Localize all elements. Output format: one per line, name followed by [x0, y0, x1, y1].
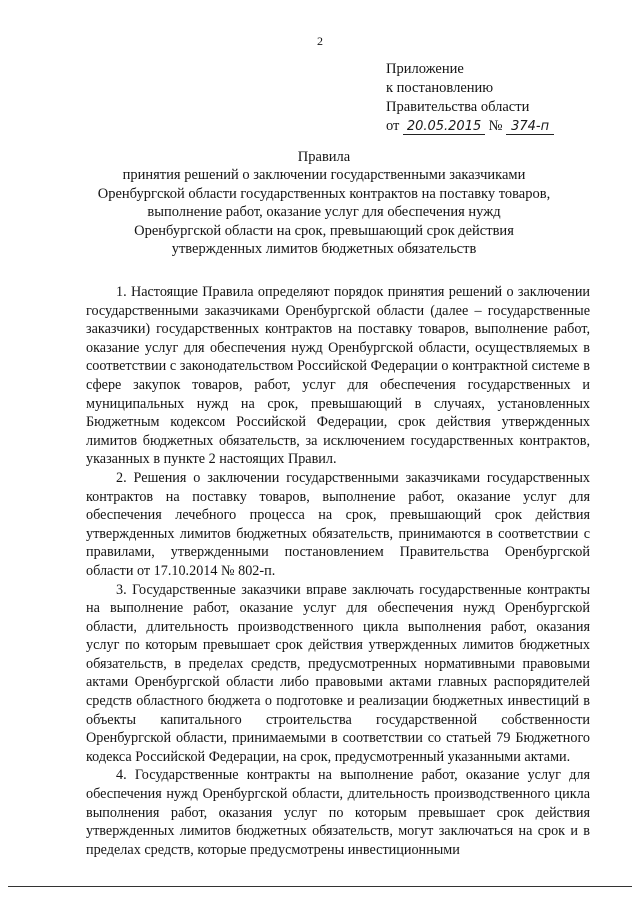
number-label: №: [488, 118, 503, 134]
title-heading: Правила: [297, 149, 351, 165]
document-title: [64, 148, 584, 258]
page-bottom-rule: [8, 886, 632, 887]
from-label: от: [386, 118, 400, 134]
title-line: утвержденных лимитов бюджетных обязательств: [171, 241, 477, 258]
paragraph-2: 2. Решения о заключении государственными заказчиками государственных контрактов на поставку товаров, выполнение работ, оказание услуг для обеспечения лечебного процесса на срок, превышающий срок действия утвержденных лимитов бюджетных обязательств, принимаются в соответствии с правилами, утвержденными постановлением Правительства Оренбургской области от 17.10.2014 № 802-п.: [86, 469, 590, 579]
page-number: 2: [317, 34, 323, 48]
handwritten-date: 20.05.2015: [403, 119, 485, 135]
title-line: принятия решений о заключении государственными заказчиками: [122, 167, 526, 184]
appendix-title: Приложение: [386, 61, 464, 77]
appendix-block: [386, 60, 626, 136]
paragraph-1: 1. Настоящие Правила определяют порядок принятия решений о заключении государственными заказчиками Оренбургской области (далее – государственные заказчики) государственных контрактов на поставку товаров, выполнение работ, оказание услуг для обеспечения нужд Оренбургской области, осуществляемых в соответствии с законодательством Российской Федерации о контрактной системе в сфере закупок товаров, работ, услуг для обеспечения государственных и муниципальных нужд на срок, превышающий в случаях, установленных Бюджетным кодексом Российской Федерации, срок действия утвержденных лимитов бюджетных обязательств, за исключением государственных контрактов, указанных в пункте 2 настоящих Правил.: [86, 284, 590, 468]
appendix-reference: к постановлению: [386, 80, 494, 96]
title-line: Оренбургской области государственных контрактов на поставку товаров,: [97, 185, 551, 202]
handwritten-number: 374-п: [506, 119, 554, 135]
document-body: [86, 283, 590, 859]
paragraph-3: 3. Государственные заказчики вправе заключать государственные контракты на выполнение работ, оказание услуг для обеспечения нужд Оренбургской области, длительность производственного цикла выполнения работ, оказания услуг по которым превышает срок действия утвержденных лимитов бюджетных обязательств, в пределах средств, предусмотренных нормативными правовыми актами Оренбургской области либо правовыми актами главных распорядителей средств областного бюджета о подготовке и реализации бюджетных инвестиций в объекты капитального строительства государственной собственности Оренбургской области, принимаемыми в соответствии со статьей 79 Бюджетного кодекса Российской Федерации, на срок, предусмотренный указанными актами.: [86, 581, 590, 765]
appendix-date-number: [386, 117, 626, 136]
appendix-authority: Правительства области: [386, 99, 530, 115]
paragraph-4: 4. Государственные контракты на выполнение работ, оказание услуг для обеспечения нужд Оренбургской области, длительность производственного цикла выполнения работ, оказания услуг по которым превышает срок действия утвержденных лимитов бюджетных обязательств, могут заключаться на срок и в пределах средств, которые предусмотрены инвестиционными: [86, 767, 590, 858]
title-line: выполнение работ, оказание услуг для обеспечения нужд: [147, 204, 501, 221]
title-line: Оренбургской области на срок, превышающий срок действия: [134, 222, 514, 239]
